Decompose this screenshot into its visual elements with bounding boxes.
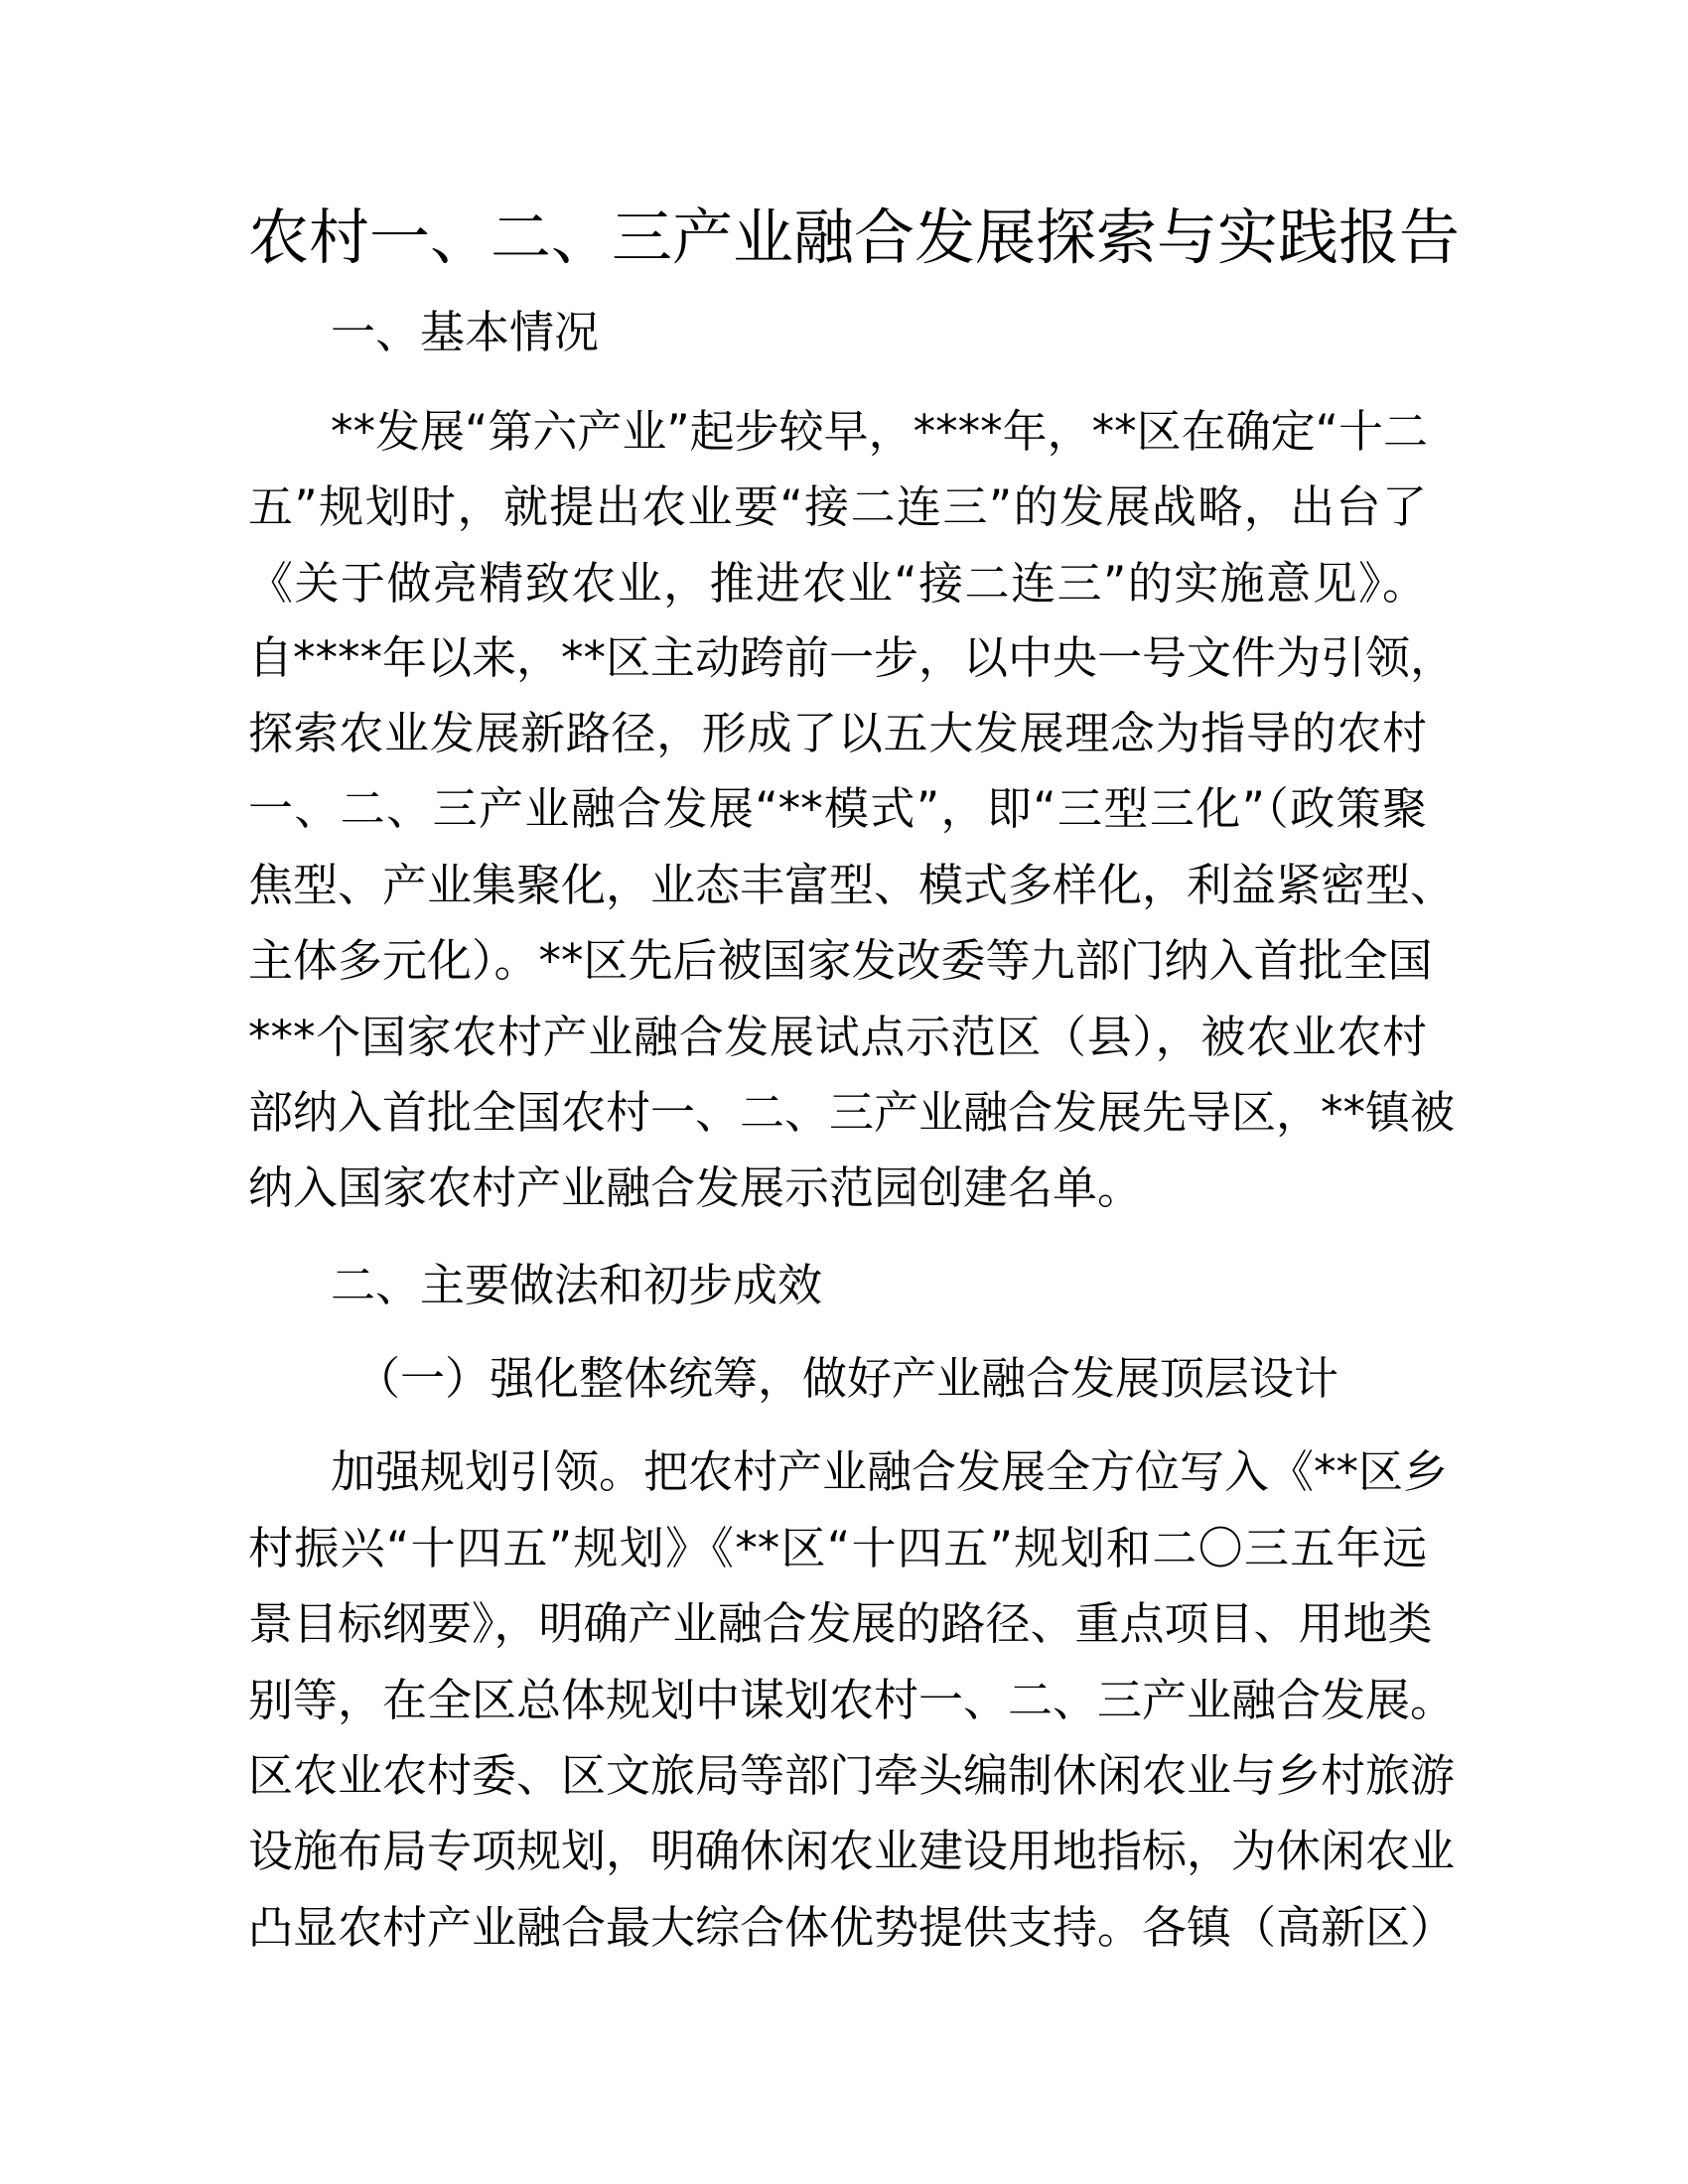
section-heading-basic-situation: 一、基本情况	[331, 306, 600, 358]
paragraph-line: 部纳入首批全国农村一、二、三产业融合发展先导区，**镇被	[248, 1086, 1456, 1139]
paragraph-line: 五”规划时，就提出农业要“接二连三”的发展战略，出台了	[248, 480, 1427, 533]
paragraph-line: **发展“第六产业”起步较早，****年，**区在确定“十二	[331, 405, 1428, 458]
document-title: 农村一、二、三产业融合发展探索与实践报告	[248, 203, 1461, 273]
paragraph-line: 凸显农村产业融合最大综合体优势提供支持。各镇（高新区）	[248, 1901, 1456, 1954]
paragraph-line: 景目标纲要》，明确产业融合发展的路径、重点项目、用地类	[248, 1597, 1433, 1650]
paragraph-line: ***个国家农村产业融合发展试点示范区（县），被农业农村	[248, 1011, 1427, 1063]
paragraph-line: 设施布局专项规划，明确休闲农业建设用地指标，为休闲农业	[248, 1825, 1456, 1877]
paragraph-line: 区农业农村委、区文旅局等部门牵头编制休闲农业与乡村旅游	[248, 1749, 1456, 1802]
paragraph-line: 主体多元化）。**区先后被国家发改委等九部门纳入首批全国	[248, 934, 1433, 987]
paragraph-line: 探索农业发展新路径，形成了以五大发展理念为指导的农村	[248, 707, 1427, 759]
paragraph-line: 《关于做亮精致农业，推进农业“接二连三”的实施意见》。	[248, 557, 1427, 610]
paragraph-line: 焦型、产业集聚化，业态丰富型、模式多样化，利益紧密型、	[248, 859, 1456, 911]
paragraph-line: 纳入国家农村产业融合发展示范园创建名单。	[248, 1161, 1143, 1214]
paragraph-line: 村振兴“十四五”规划》《**区“十四五”规划和二〇三五年远	[248, 1522, 1427, 1574]
section-heading-main-practices: 二、主要做法和初步成效	[331, 1259, 823, 1311]
paragraph-line: 加强规划引领。把农村产业融合发展全方位写入《**区乡	[331, 1445, 1449, 1498]
paragraph-line: 一、二、三产业融合发展“**模式”，即“三型三化”（政策聚	[248, 782, 1427, 835]
paragraph-line: 别等，在全区总体规划中谋划农村一、二、三产业融合发展。	[248, 1674, 1456, 1726]
paragraph-line: 自****年以来，**区主动跨前一步，以中央一号文件为引领，	[248, 631, 1456, 684]
subsection-heading-overall-planning: （一）强化整体统筹，做好产业融合发展顶层设计	[355, 1352, 1339, 1405]
